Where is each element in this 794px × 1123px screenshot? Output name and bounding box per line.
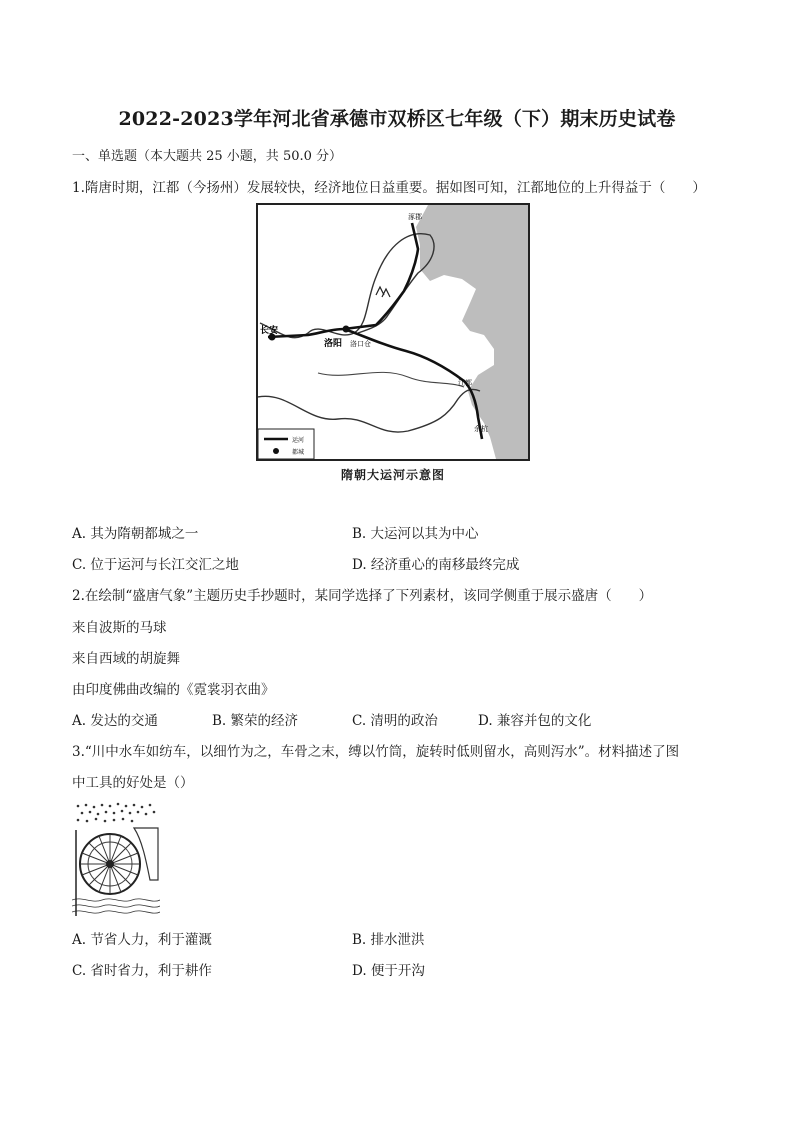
label-luokou: 洛口仓	[350, 340, 371, 348]
q1-option-a[interactable]: A. 其为隋朝都城之一	[72, 526, 199, 542]
q3-option-c[interactable]: C. 省时省力，利于耕作	[72, 963, 212, 979]
q1-option-d[interactable]: D. 经济重心的南移最终完成	[352, 557, 520, 573]
q1-option-b[interactable]: B. 大运河以其为中心	[352, 526, 479, 542]
question-3-stem-line-1: 3.“川中水车如纺车，以细竹为之，车骨之末，缚以竹筒，旋转时低则留水，高则泻水”。材料描述了图	[72, 744, 680, 760]
label-jiangdu: 江都	[458, 379, 472, 387]
huai-river	[318, 372, 464, 387]
q2-option-d[interactable]: D. 兼容并包的文化	[478, 713, 592, 729]
label-changan: 长安	[260, 326, 279, 336]
yangtze-river	[258, 389, 480, 432]
legend-capital-dot	[273, 448, 279, 454]
q3-option-b[interactable]: B. 排水泄洪	[352, 932, 425, 948]
water-wheel-svg	[72, 800, 160, 916]
section-heading: 一、单选题（本大题共 25 小题，共 50.0 分）	[72, 149, 343, 164]
q2-material-3: 由印度佛曲改编的《霓裳羽衣曲》	[72, 682, 275, 698]
map-svg	[258, 205, 528, 459]
question-3-stem-line-2: 中工具的好处是（）	[72, 775, 194, 791]
q2-option-c[interactable]: C. 清明的政治	[352, 713, 438, 729]
q1-option-c[interactable]: C. 位于运河与长江交汇之地	[72, 557, 239, 573]
label-zhuojun: 涿郡	[408, 213, 422, 221]
label-yuhang: 余杭	[474, 425, 488, 433]
question-1-stem: 1.隋唐时期，江都（今扬州）发展较快，经济地位日益重要。据如图可知，江都地位的上升得益于（ ）	[72, 180, 706, 196]
map-caption: 隋朝大运河示意图	[340, 468, 445, 482]
map-legend	[258, 429, 314, 459]
legend-capital-label: 都城	[292, 449, 305, 456]
exam-title: 2022-2023学年河北省承德市双桥区七年级（下）期末历史试卷	[118, 108, 676, 130]
canal-north	[268, 223, 418, 337]
legend-canal-label: 运河	[292, 437, 305, 444]
q2-material-1: 来自波斯的马球	[72, 620, 167, 636]
label-luoyang: 洛阳	[324, 339, 343, 349]
q2-option-a[interactable]: A. 发达的交通	[72, 713, 158, 729]
mountain-mark	[376, 287, 390, 297]
question-2-stem: 2.在绘制“盛唐气象”主题历史手抄题时，某同学选择了下列素材，该同学侧重于展示盛唐（ ）	[72, 588, 653, 604]
q3-option-a[interactable]: A. 节省人力，利于灌溉	[72, 932, 212, 948]
wheel-hub	[106, 860, 114, 868]
water-wheel-illustration	[72, 800, 160, 916]
q3-option-d[interactable]: D. 便于开沟	[352, 963, 425, 979]
luoyang-dot	[343, 326, 350, 333]
grand-canal-map	[256, 203, 530, 461]
q2-material-2: 来自西域的胡旋舞	[72, 651, 180, 667]
sea-area	[416, 205, 528, 459]
q2-option-b[interactable]: B. 繁荣的经济	[212, 713, 299, 729]
